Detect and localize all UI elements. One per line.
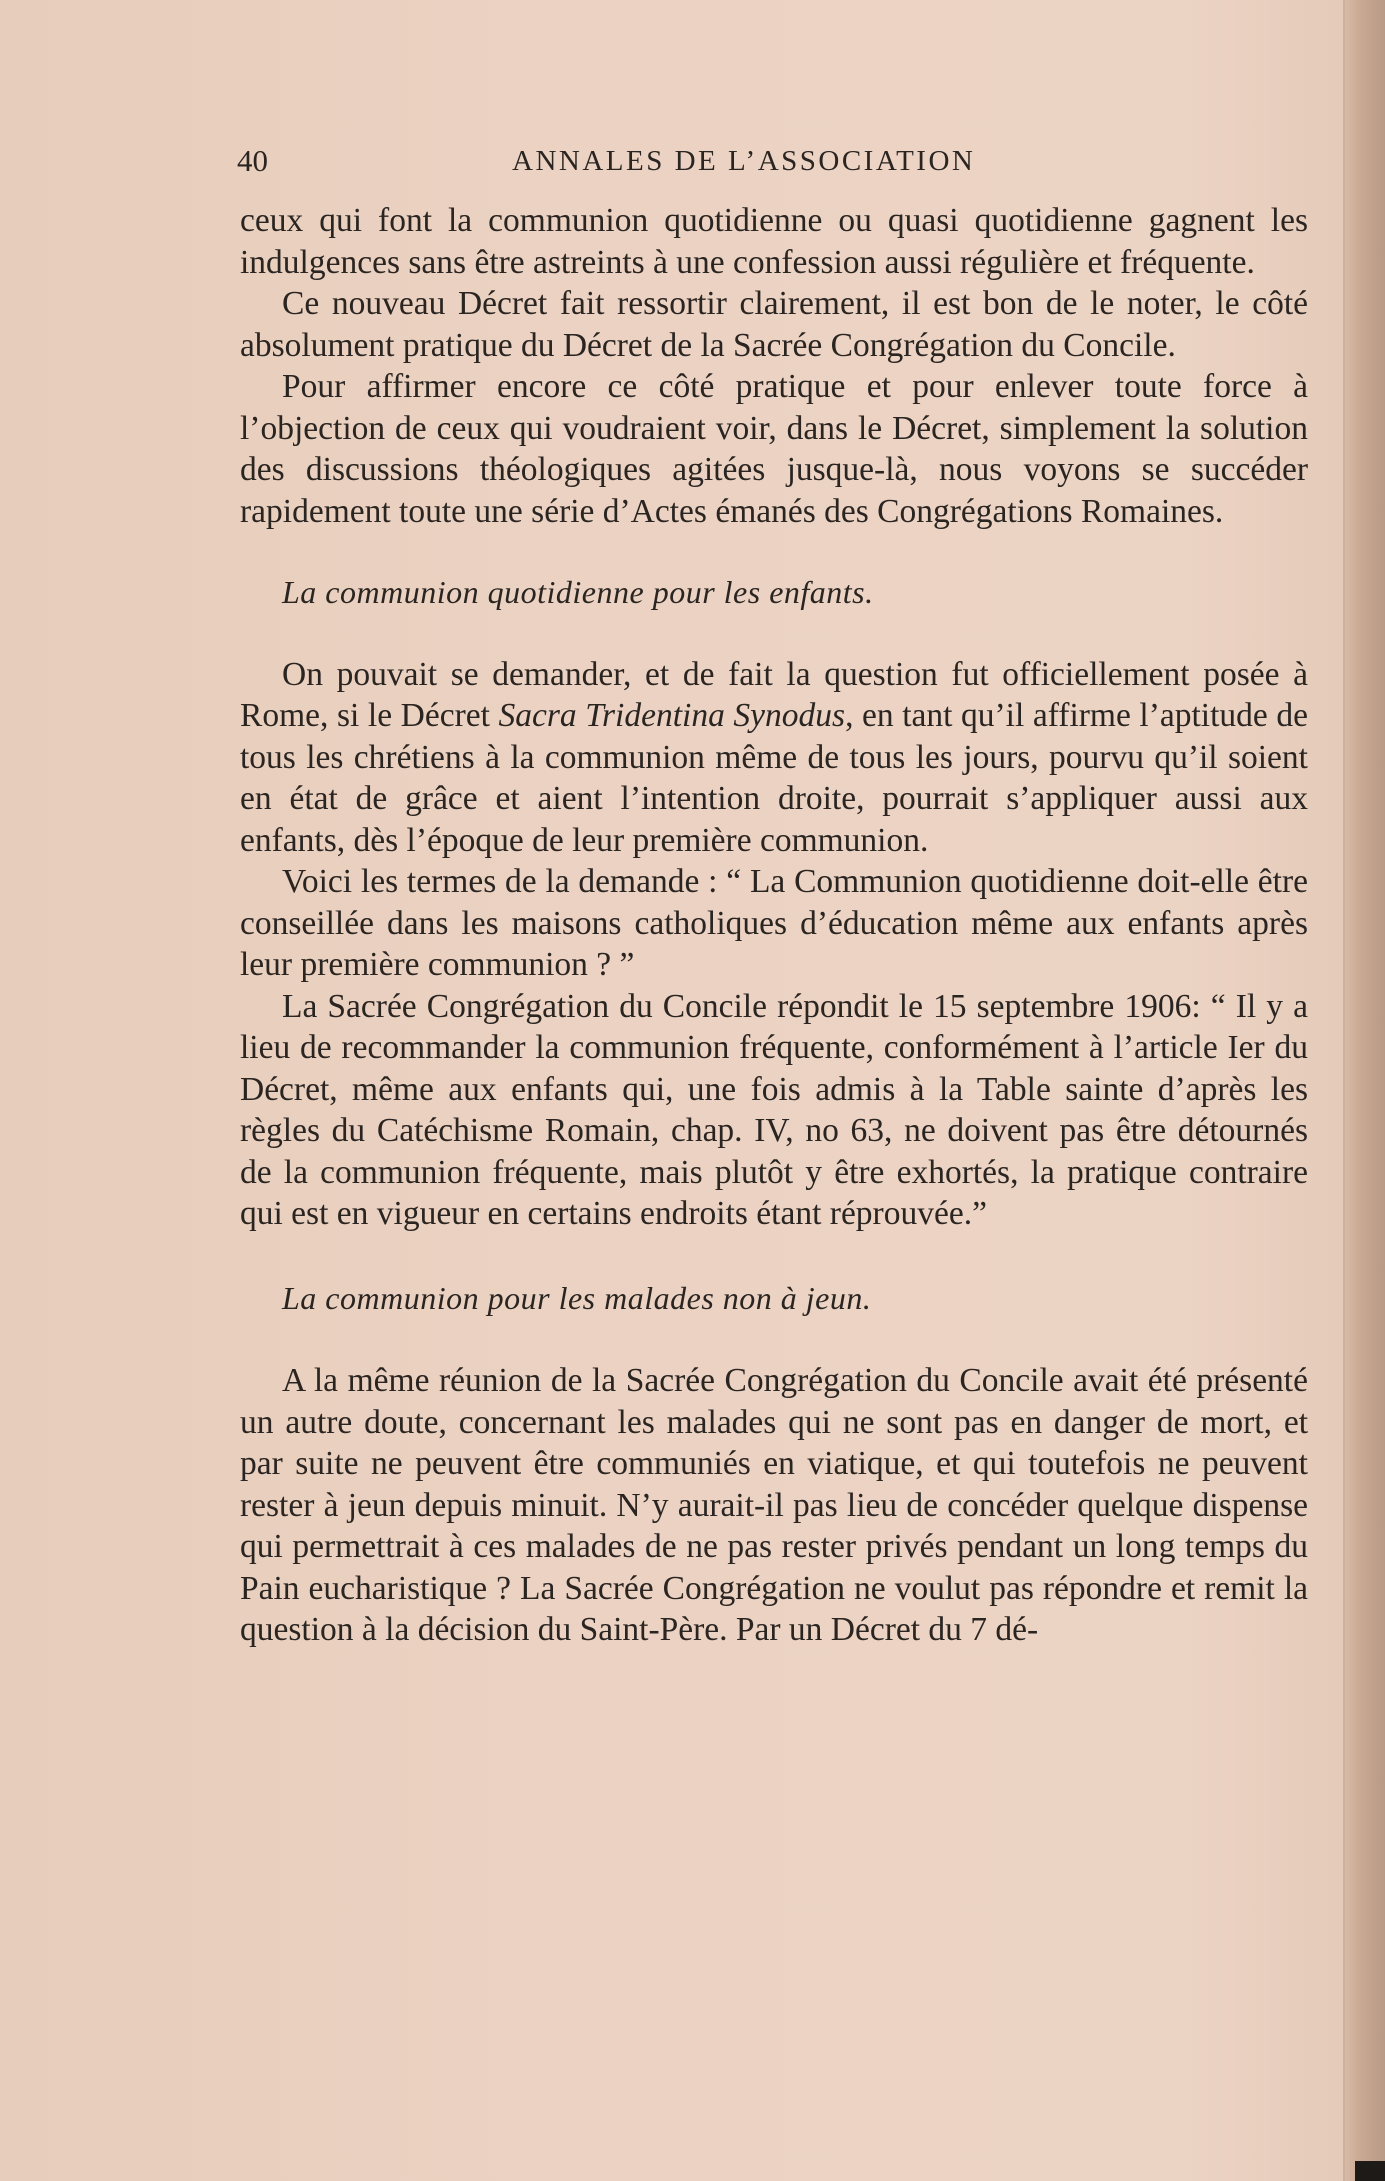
page-number: 40: [237, 143, 268, 178]
paragraph: La Sacrée Congrégation du Concile répondit le 15 septembre 1906: “ Il y a lieu de recommander la communion fréquente, conformément à l’article Ier du Décret, même aux enfants qui, une fois admis à la Table sainte d’après les règles du Catéchisme Romain, chap. IV, no 63, ne doivent pas être détournés de la communion fréquente, mais plutôt y être exhortés, la pratique contraire qui est en vigueur en certains endroits étant réprouvée.”: [240, 987, 1308, 1232]
section-heading-children: La communion quotidienne pour les enfants.: [282, 574, 874, 610]
paragraph: Voici les termes de la demande : “ La Communion quotidienne doit-elle être conseillée dans les maisons catholiques d’éducation même aux enfants après leur première communion ? ”: [240, 863, 1308, 983]
page-corner-shadow: [1355, 2161, 1385, 2181]
running-header: [237, 143, 1307, 187]
paragraph: Pour affirmer encore ce côté pratique et pour enlever toute force à l’objection de ceux qui voudraient voir, dans le Décret, simplement la solution des discussions théologiques agitées jusque-là, nous voyons se succéder rapidement toute une série d’Actes émanés des Congrégations Romaines.: [240, 368, 1308, 530]
paragraph-continuation: ceux qui font la communion quotidienne ou quasi quotidienne gagnent les indulgences sans être astreints à une confession aussi régulière et fréquente.: [240, 202, 1308, 281]
text-run: On pouvait se demander, et de fait la question fut officiellement posée à Rome, si le Décret: [240, 655, 1308, 734]
running-title: ANNALES DE L’ASSOCIATION: [512, 145, 976, 177]
page-body: [240, 200, 1308, 1651]
paragraph: A la même réunion de la Sacrée Congrégation du Concile avait été présenté un autre doute, concernant les malades qui ne sont pas en danger de mort, et par suite ne peuvent être communiés en viatique, et qui toutefois ne peuvent rester à jeun depuis minuit. N’y aurait-il pas lieu de concéder quelque dispense qui permettrait à ces malades de ne pas rester privés pendant un long temps du Pain eucharistique ? La Sacrée Congrégation ne voulut pas répondre et remit la question à la décision du Saint-Père. Par un Décret du 7 dé-: [240, 1362, 1308, 1648]
decree-title: Sacra Tridentina Synodus: [498, 697, 846, 734]
text-run: , en tant qu’il affirme l’aptitude de tous les chrétiens à la communion même de tous les jours, pourvu qu’il soient en état de grâce et aient l’intention droite, pourrait s’appliquer aussi aux enfants, dès l’époque de leur première communion.: [240, 697, 1308, 859]
paragraph: Ce nouveau Décret fait ressortir clairement, il est bon de le noter, le côté absolument pratique du Décret de la Sacrée Congrégation du Concile.: [240, 285, 1308, 364]
section-heading-sick: La communion pour les malades non à jeun.: [282, 1279, 872, 1316]
page-edge: [1343, 0, 1385, 2181]
paragraph-decree-question: [240, 654, 1308, 862]
